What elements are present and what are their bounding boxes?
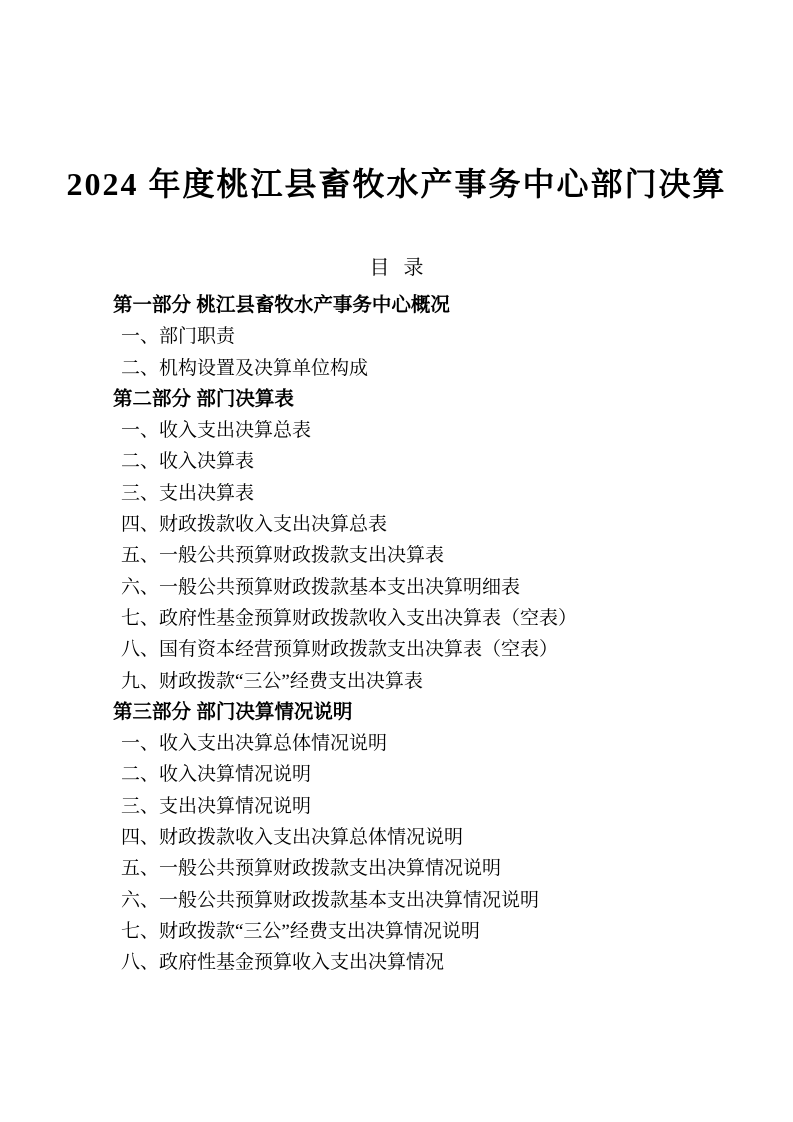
document-title: 2024 年度桃江县畜牧水产事务中心部门决算: [66, 166, 727, 203]
toc-item: 一、收入支出决算总表: [121, 420, 312, 442]
toc-item: 八、国有资本经营预算财政拨款支出决算表（空表）: [121, 639, 559, 661]
toc-item: 四、财政拨款收入支出决算总体情况说明: [121, 827, 464, 849]
toc-section-heading-part2: 第二部分 部门决算表: [113, 387, 294, 410]
toc-item: 二、机构设置及决算单位构成: [121, 357, 369, 379]
toc-item: 一、部门职责: [121, 326, 236, 348]
toc-item: 二、收入决算情况说明: [121, 764, 312, 786]
toc-heading: 目 录: [369, 257, 424, 279]
table-of-contents: [113, 290, 753, 979]
toc-item: 七、政府性基金预算财政拨款收入支出决算表（空表）: [121, 607, 578, 629]
toc-item: 五、一般公共预算财政拨款支出决算表: [121, 545, 445, 567]
toc-item: 六、一般公共预算财政拨款基本支出决算明细表: [121, 576, 521, 598]
toc-item: 二、收入决算表: [121, 451, 255, 473]
toc-section-heading-part1: 第一部分 桃江县畜牧水产事务中心概况: [113, 294, 450, 316]
toc-item: 三、支出决算表: [121, 482, 255, 504]
toc-item: 六、一般公共预算财政拨款基本支出决算情况说明: [121, 889, 540, 911]
toc-section-heading-part3: 第三部分 部门决算情况说明: [113, 700, 353, 723]
toc-item: 一、收入支出决算总体情况说明: [121, 733, 388, 755]
toc-item: 五、一般公共预算财政拨款支出决算情况说明: [121, 858, 502, 880]
toc-item: 九、财政拨款“三公”经费支出决算表: [121, 670, 423, 692]
toc-item: 七、财政拨款“三公”经费支出决算情况说明: [121, 920, 480, 942]
toc-item: 八、政府性基金预算收入支出决算情况: [121, 952, 445, 974]
toc-item: 三、支出决算情况说明: [121, 795, 312, 817]
toc-item: 四、财政拨款收入支出决算总表: [121, 514, 388, 536]
